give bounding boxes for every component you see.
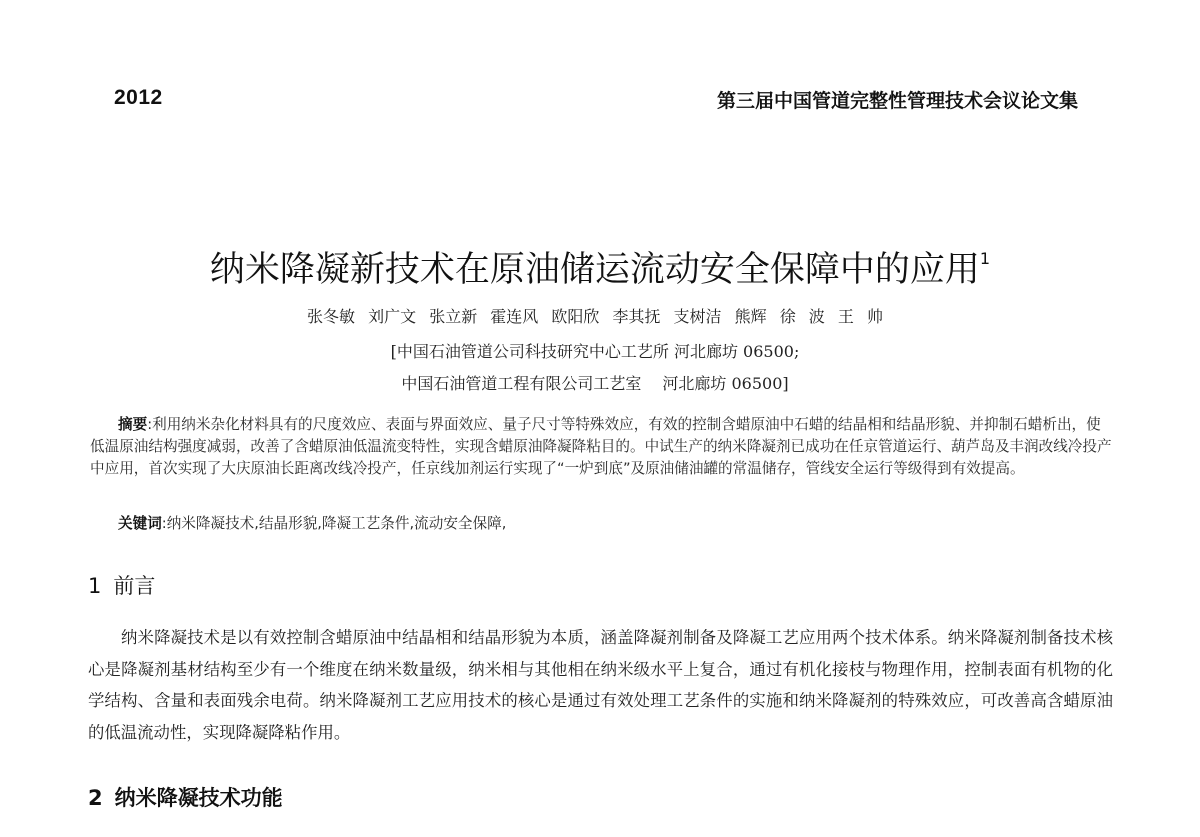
section-number: 1 xyxy=(88,574,102,598)
paper-title-text: 纳米降凝新技术在原油储运流动安全保障中的应用 xyxy=(209,250,980,290)
paper-title xyxy=(0,242,1200,292)
author-list: 张冬敏 刘广文 张立新 霍连风 欧阳欣 李其抚 支树洁 熊辉 徐 波 王 帅 xyxy=(307,307,883,326)
section-heading-functions xyxy=(88,782,283,812)
title-footnote-mark: 1 xyxy=(979,249,991,269)
section-heading-introduction xyxy=(88,570,155,600)
section-title: 前言 xyxy=(113,574,156,598)
keywords-text: :纳米降凝技术,结晶形貌,降凝工艺条件,流动安全保障, xyxy=(161,515,507,532)
abstract-label: 摘要 xyxy=(118,416,148,433)
introduction-paragraph: 纳米降凝技术是以有效控制含蜡原油中结晶相和结晶形貌为本质，涵盖降凝剂制备及降凝工艺应用两个技术体系。纳米降凝剂制备技术核心是降凝剂基材结构至少有一个维度在纳米数量级，纳米相与其他相在纳米级水平上复合，通过有机化接枝与物理作用，控制表面有机物的化学结构、含量和表面残余电荷。纳米降凝剂工艺应用技术的核心是通过有效处理工艺条件的实施和纳米降凝剂的特殊效应，可改善高含蜡原油的低温流动性，实现降凝降粘作用。 xyxy=(88,628,1113,742)
abstract-text: :利用纳米杂化材料具有的尺度效应、表面与界面效应、量子尺寸等特殊效应，有效的控制含蜡原油中石蜡的结晶相和结晶形貌、并抑制石蜡析出，使低温原油结构强度减弱，改善了含蜡原油低温流变特性，实现含蜡原油降凝降粘目的。中试生产的纳米降凝剂已成功在任京管道运行、葫芦岛及丰润改线冷投产中应用，首次实现了大庆原油长距离改线冷投产，任京线加剂运行实现了“一炉到底”及原油储油罐的常温储存，管线安全运行等级得到有效提高。 xyxy=(90,416,1112,477)
abstract xyxy=(90,414,1114,480)
keywords-label: 关键词 xyxy=(118,515,162,532)
keywords xyxy=(118,512,506,533)
section-number: 2 xyxy=(88,786,103,810)
affiliation-1: [中国石油管道公司科技研究中心工艺所 河北廊坊 06500; xyxy=(390,342,800,361)
header-proceedings-title: 第三届中国管道完整性管理技术会议论文集 xyxy=(716,90,1078,112)
header-year: 2012 xyxy=(114,86,163,109)
affiliation-2: 中国石油管道工程有限公司工艺室 河北廊坊 06500] xyxy=(401,374,789,393)
section-title: 纳米降凝技术功能 xyxy=(114,786,283,810)
